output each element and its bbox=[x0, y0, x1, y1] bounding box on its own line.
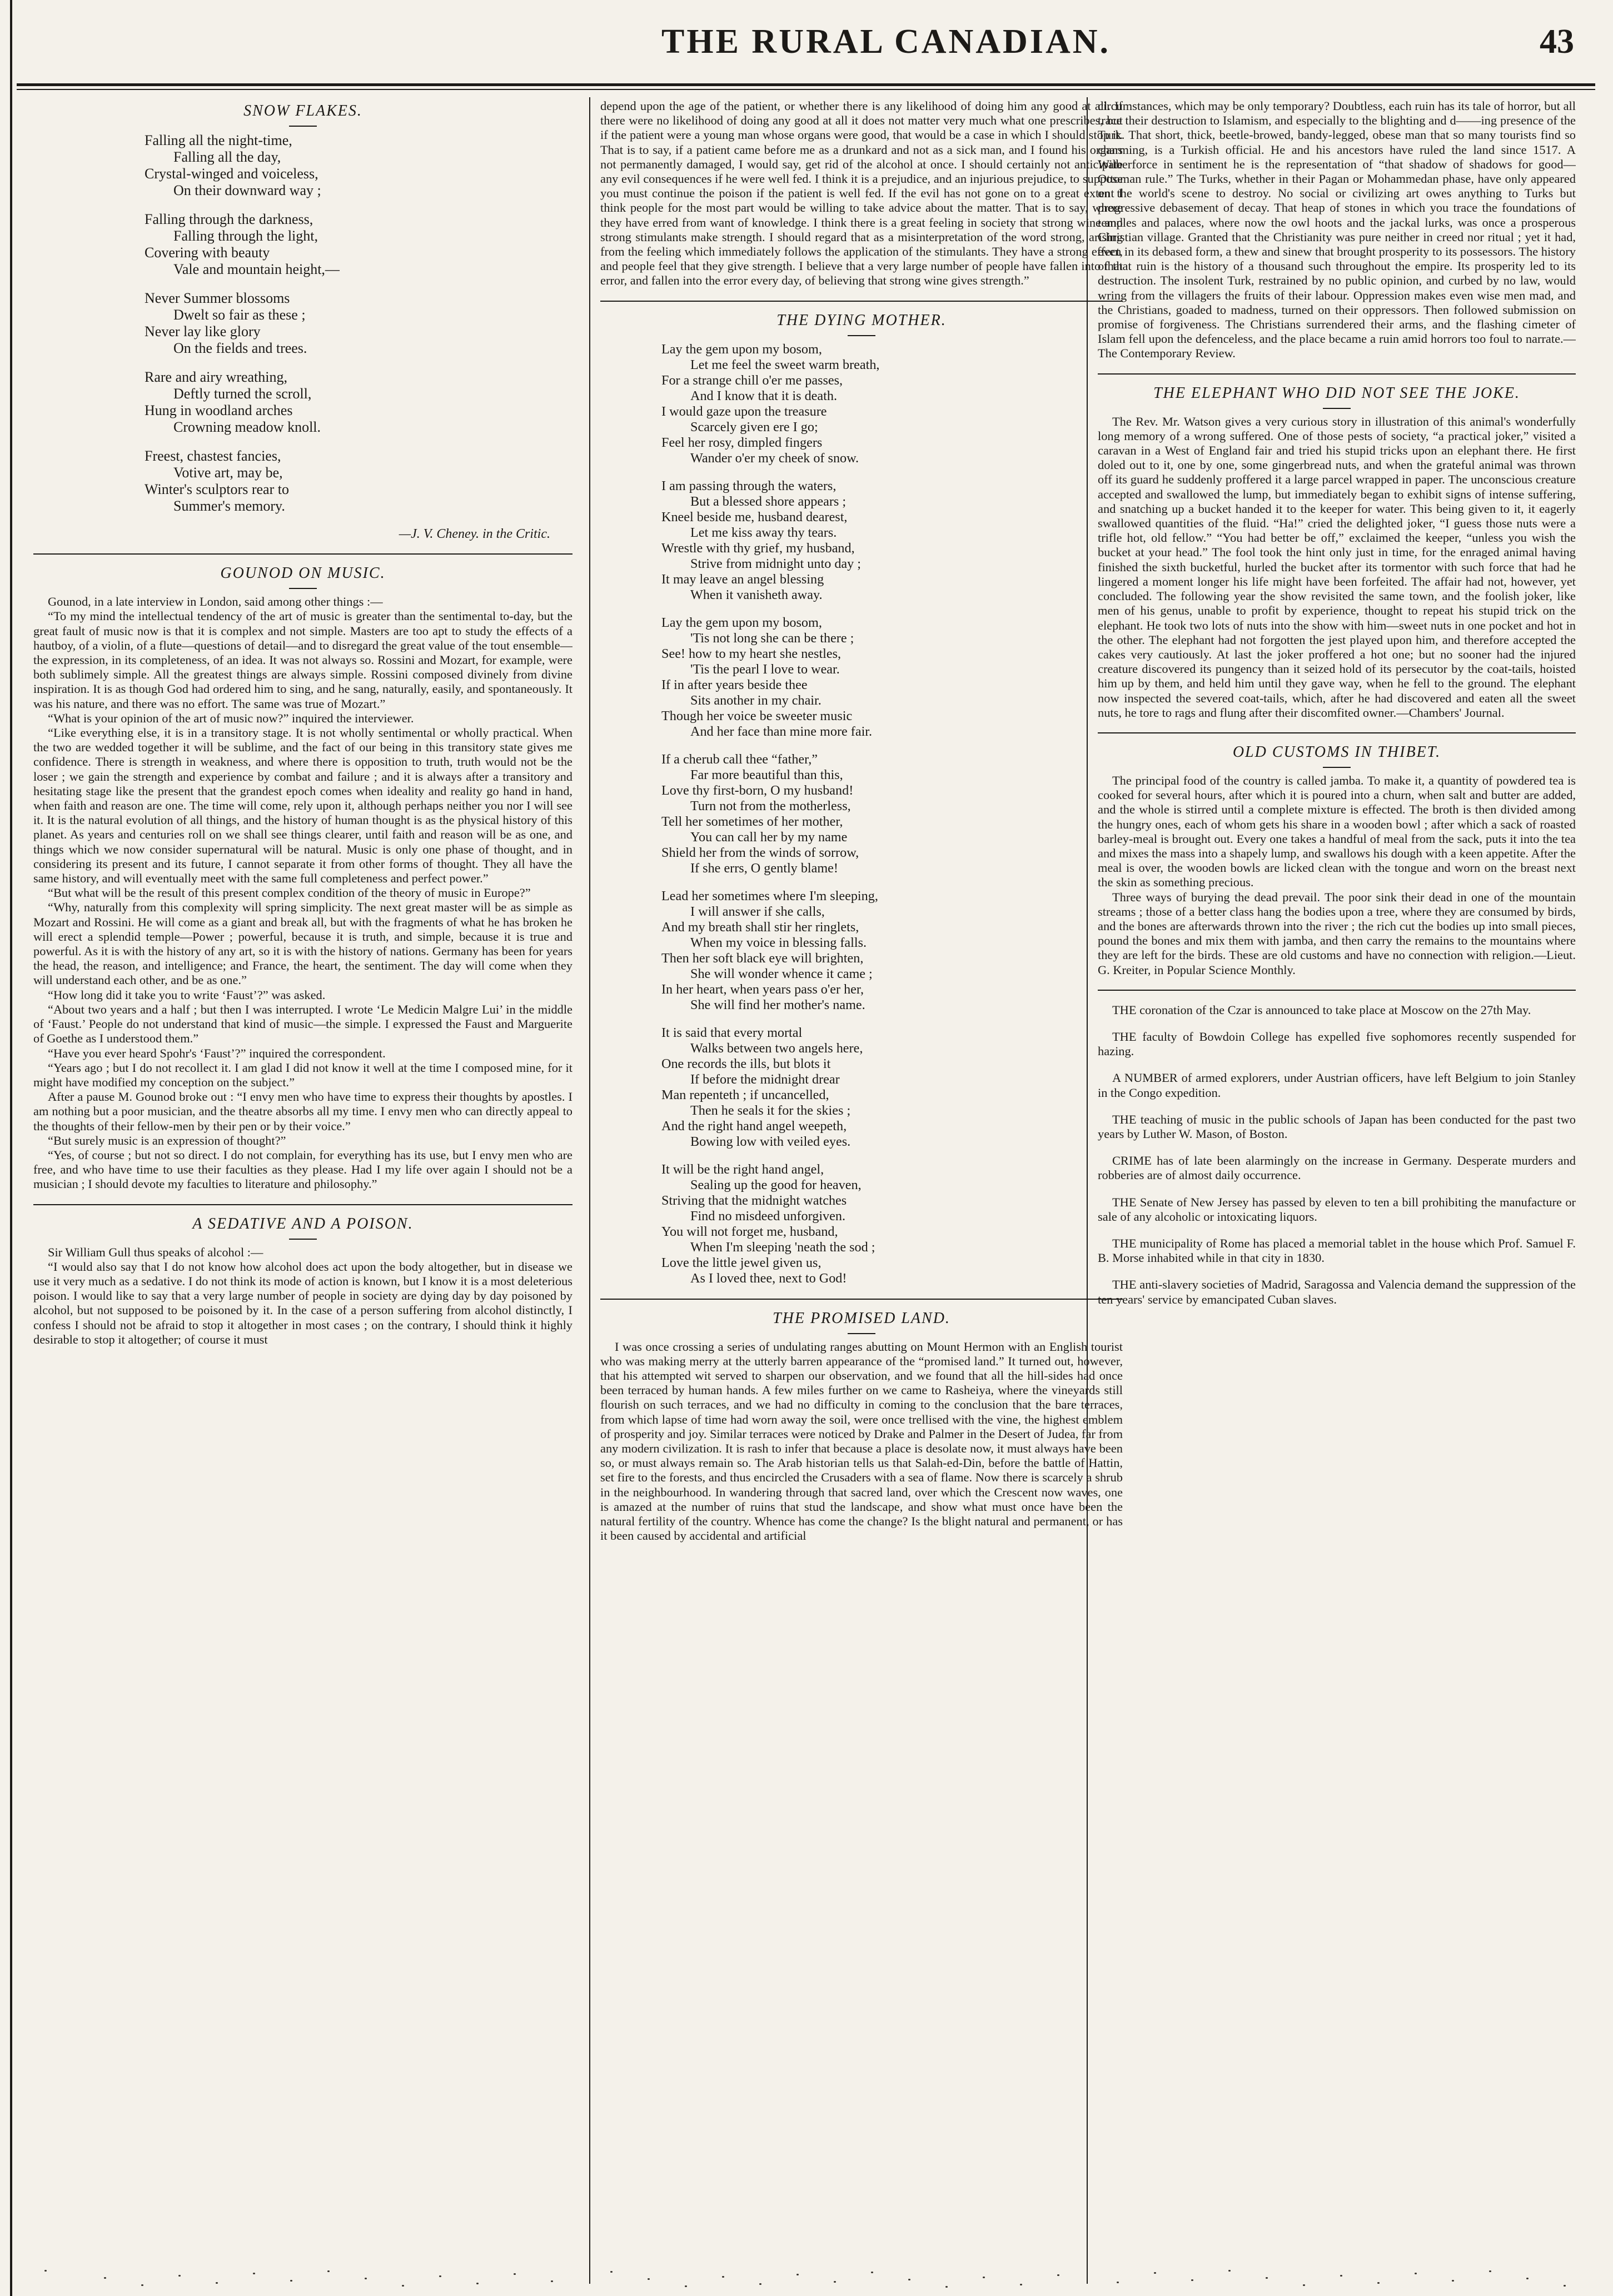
heading-dash bbox=[1323, 767, 1351, 768]
article-paragraph: After a pause M. Gounod broke out : “I envy men who have time to express their thoughts by apostles. I am nothing but a poor musician, and the theatre absorbs all my time. I envy men who can directly appeal to the thoughts of their fellow-men by their pen or by their voice.” bbox=[33, 1090, 572, 1133]
poem-line: You can call her by my name bbox=[690, 829, 848, 845]
speck bbox=[551, 2280, 553, 2282]
speck bbox=[796, 2274, 799, 2275]
heading-dash bbox=[1323, 408, 1351, 409]
poem-line: Wrestle with thy grief, my husband, bbox=[661, 540, 855, 556]
poem-line: Lead her sometimes where I'm sleeping, bbox=[661, 888, 878, 904]
heading-gounod: GOUNOD ON MUSIC. bbox=[220, 565, 386, 582]
article-paragraph: “Have you ever heard Spohr's ‘Faust’?” inquired the correspondent. bbox=[48, 1046, 386, 1060]
poem-line: She will find her mother's name. bbox=[690, 997, 865, 1012]
poem-stanza bbox=[145, 448, 572, 515]
poem-line: If she errs, O gently blame! bbox=[690, 860, 838, 876]
poem-credit: —J. V. Cheney. in the Critic. bbox=[399, 527, 550, 541]
page-number: 43 bbox=[1540, 23, 1574, 61]
poem-line: Wander o'er my cheek of snow. bbox=[690, 450, 859, 466]
speck bbox=[759, 2283, 761, 2285]
column-divider-1 bbox=[589, 97, 590, 2284]
speck bbox=[1020, 2284, 1022, 2285]
speck bbox=[290, 2280, 292, 2282]
speck bbox=[253, 2273, 255, 2274]
masthead bbox=[0, 22, 1613, 83]
speck bbox=[476, 2283, 479, 2284]
news-item: THE coronation of the Czar is announced to take place at Moscow on the 27th May. bbox=[1112, 1002, 1531, 1017]
poem-line: Far more beautiful than this, bbox=[690, 767, 843, 782]
poem-line: Winter's sculptors rear to bbox=[145, 481, 289, 497]
speck bbox=[945, 2286, 948, 2288]
poem-line: Let me feel the sweet warm breath, bbox=[690, 357, 880, 372]
masthead-rule-bottom bbox=[17, 89, 1595, 90]
poem-line: Love thy first-born, O my husband! bbox=[661, 782, 854, 798]
poem-line: Strive from midnight unto day ; bbox=[690, 556, 862, 571]
poem-line: Lay the gem upon my bosom, bbox=[661, 341, 822, 357]
section-rule bbox=[600, 1299, 1123, 1300]
poem-line: Feel her rosy, dimpled fingers bbox=[661, 435, 823, 450]
speck bbox=[439, 2275, 441, 2277]
article-paragraph: “I would also say that I do not know how alcohol does act upon the body altogether, but in disease we use it very much as a sedative. I do not think its mode of action is known, but I know it is a most deleterious poison. I would like to say that a very large number of people in society are dying day by day poisoned by alcohol, but not supposed to be poisoned by it. In the case of a person suffering from alcohol distinctly, I confess I should not be afraid to stop it altogether in most cases ; on the contrary, I should think it highly desirable to stop it altogether; of course it must bbox=[33, 1259, 572, 1346]
poem-line: When my voice in blessing falls. bbox=[690, 935, 867, 950]
heading-dash bbox=[289, 126, 317, 127]
section-rule bbox=[1098, 990, 1576, 991]
speck bbox=[685, 2285, 687, 2287]
poem-line: When I'm sleeping 'neath the sod ; bbox=[690, 1239, 875, 1255]
speck bbox=[722, 2276, 724, 2278]
article-paragraph: Sir William Gull thus speaks of alcohol :— bbox=[48, 1245, 263, 1259]
poem-line: Falling all the day, bbox=[173, 149, 281, 165]
article-paragraph: “Why, naturally from this complexity will spring simplicity. The next great master will be as simple as Mozart and Rossini. He will come as a giant and break all, but with the fragments of what he has broken he will erect a splendid temple—Power ; powerful, because it is truth, and simple, because it is true and powerful. As it is with the history of any art, so it is with the history of nations. Germany has been for years the head, the reason, and intelligence; and France, the heart, the sentiment. The day will come when they will understand each other, and be as one.” bbox=[33, 900, 572, 987]
section-rule bbox=[1098, 732, 1576, 733]
masthead-rule-top bbox=[17, 83, 1595, 86]
news-item: THE faculty of Bowdoin College has expelled five sophomores recently suspended for hazing. bbox=[1098, 1029, 1576, 1059]
article-paragraph: “To my mind the intellectual tendency of the art of music is greater than the sentimental to-day, but the great fault of music now is that it is complex and not simple. Masters are too apt to study the effects of a hautboy, of a violin, of a flute—questions of detail—and to disregard the great value of the tout ensemble—the expression, in its completeness, of an idea. It was not always so. Rossini and Mozart, for example, were both sublimely simple. All the greatest things are always simple. Rossini composed divinely from divine inspiration. It is as though God had ordered him to sing, and he sang, naturally, easily, and spontaneously. It was his nature, and there was no effort. The same was true of Mozart.” bbox=[33, 609, 572, 711]
section-rule bbox=[33, 553, 572, 555]
poem-line: Sits another in my chair. bbox=[690, 692, 822, 708]
poem-line: Rare and airy wreathing, bbox=[145, 369, 288, 385]
speck bbox=[365, 2278, 367, 2279]
news-item: THE anti-slavery societies of Madrid, Saragossa and Valencia demand the suppression of the ten years' service by emancipated Cuban slaves. bbox=[1098, 1277, 1576, 1306]
heading-snow-flakes: SNOW FLAKES. bbox=[243, 102, 362, 119]
poem-line: Never lay like glory bbox=[145, 323, 261, 340]
poem-line: One records the ills, but blots it bbox=[661, 1056, 831, 1071]
article-paragraph: “Years ago ; but I do not recollect it. I am glad I did not know it well at the time I composed mine, for it might have modified my conception on the subject.” bbox=[33, 1060, 572, 1089]
poem-line: Falling all the night-time, bbox=[145, 132, 292, 148]
poem-line: Find no misdeed unforgiven. bbox=[690, 1208, 846, 1224]
article-sedative bbox=[33, 1245, 572, 1347]
speck bbox=[1564, 2285, 1566, 2287]
poem-line: And her face than mine more fair. bbox=[690, 723, 873, 739]
news-item: A NUMBER of armed explorers, under Austrian officers, have left Belgium to join Stanley in the Congo expedition. bbox=[1098, 1071, 1576, 1100]
section-rule bbox=[600, 301, 1123, 302]
article-paragraph: “But surely music is an expression of thought?” bbox=[48, 1133, 286, 1147]
speck bbox=[648, 2278, 650, 2280]
article-paragraph: Three ways of burying the dead prevail. The poor sink their dead in one of the mountain streams ; those of a better class hang the bodies upon a tree, where they are consumed by birds, and the bones are afterwards thrown into the river ; the rich cut the bodies up into small pieces, pound the bones and mix them with jamba, and then carry the remains to the mountains where they are left for the birds. These are old customs and have no connection with religion.—Lieut. G. Kreiter, in Popular Science Monthly. bbox=[1098, 890, 1576, 977]
speck bbox=[216, 2282, 218, 2284]
poem-line: Love the little jewel given us, bbox=[661, 1255, 822, 1270]
article-paragraph: Gounod, in a late interview in London, said among other things :— bbox=[48, 595, 383, 609]
speck bbox=[327, 2270, 330, 2272]
heading-dash bbox=[289, 1239, 317, 1240]
poem-line: I would gaze upon the treasure bbox=[661, 403, 827, 419]
heading-promised-land: THE PROMISED LAND. bbox=[773, 1309, 950, 1327]
poem-line: Covering with beauty bbox=[145, 244, 270, 261]
poem-line: If before the midnight drear bbox=[690, 1071, 840, 1087]
news-item: CRIME has of late been alarmingly on the increase in Germany. Desperate murders and robberies are of almost daily occurrence. bbox=[1098, 1154, 1576, 1182]
poem-line: But a blessed shore appears ; bbox=[690, 493, 847, 509]
poem-line: 'Tis the pearl I love to wear. bbox=[690, 661, 840, 677]
article-paragraph: “How long did it take you to write ‘Faust’?” was asked. bbox=[48, 987, 326, 1002]
article-promised-land-continued: circumstances, which may be only temporary? Doubtless, each ruin has its tale of horror, but all trace their destruction to Islamism, and especially to the blighting and d——ing presence of the Turk. That short, thick, beetle-browed, bandy-legged, obese man that so many tourists find so charming, is a Turkish official. He and his ancestors have ruled the land since 1517. A Wilberforce in sentiment he is the representation of “that shadow of shadows for good—Ottoman rule.” The Turks, whether in their Pagan or Mohammedan phase, have only appeared on the world's scene to destroy. No social or civilizing art owes anything to Turks but progressive debasement of decay. That heap of stones in which you trace the foundations of temples and palaces, where now the owl hoots and the jackal lurks, was once a prosperous Christian village. Granted that the Christianity was pure neither in creed nor ritual ; yet it had, even in its debased form, a thew and sinew that brought prosperity to its possessors. The history of that ruin is the history of a thousand such throughout the empire. Its prosperity led to its destruction. The insolent Turk, restrained by no public opinion, and curbed by no law, would wring from the villagers the fruits of their labour. Oppression makes even wise men mad, and the Christians, goaded to madness, turned on their oppressors. Then followed submission on promise of forgiveness. The Christians surrendered their arms, and the flashing cimeter of Islam fell upon the defenceless, and the place became a ruin amid horrors too foul to narrate.—The Contemporary Review. bbox=[1098, 99, 1576, 361]
speck bbox=[610, 2271, 613, 2273]
poem-line: Kneel beside me, husband dearest, bbox=[661, 509, 848, 525]
poem-stanza bbox=[661, 1025, 1123, 1150]
article-gounod bbox=[33, 595, 572, 1191]
speck bbox=[1303, 2284, 1305, 2286]
poem-stanza bbox=[145, 369, 572, 436]
poem-line: Man repenteth ; if uncancelled, bbox=[661, 1087, 829, 1102]
poem-line: Freest, chastest fancies, bbox=[145, 448, 281, 464]
poem-line: Vale and mountain height,— bbox=[173, 261, 340, 277]
poem-line: Striving that the midnight watches bbox=[661, 1192, 847, 1208]
poem-line: Let me kiss away thy tears. bbox=[690, 525, 837, 540]
poem-line: If a cherub call thee “father,” bbox=[661, 751, 818, 767]
poem-line: Walks between two angels here, bbox=[690, 1040, 863, 1056]
poem-stanza bbox=[661, 478, 1123, 603]
article-paragraph: “But what will be the result of this present complex condition of the theory of music in Europe?” bbox=[48, 886, 531, 900]
heading-thibet: OLD CUSTOMS IN THIBET. bbox=[1232, 743, 1441, 761]
speck bbox=[1117, 2282, 1119, 2283]
article-paragraph: “About two years and a half ; but then I was interrupted. I wrote ‘Le Medicin Malgre Lui’ in the middle of ‘Faust.’ People do not understand that kind of music—the simple. I expressed the Faust and Marguerite of Goethe as I understood them.” bbox=[33, 1002, 572, 1046]
article-elephant: The Rev. Mr. Watson gives a very curious story in illustration of this animal's wonderfully long memory of a wrong suffered. One of those pests of society, “a practical joker,” visited a caravan in a West of England fair and tried his stupid tricks upon an elephant there. He first doled out to it, one by one, some gingerbread nuts, and when the grateful animal was thrown off its guard he suddenly proffered it a large parcel wrapped in paper. The unconscious creature accepted and swallowed the lump, but immediately began to exhibit signs of intense suffering, and snatching up a bucket handed it to the keeper for water. This being given to it, it eagerly swallowed quantities of the fluid. “Ha!” cried the delighted joker, “I guess those nuts were a trifle hot, old fellow.” “You had better be off,” exclaimed the keeper, “unless you wish the bucket at your head.” The fool took the hint only just in time, for the enraged animal having finished the sixth bucketful, hurled the bucket after its tormentor with such force that had he lingered a moment longer his life might have been forfeited. The affair had not, however, yet concluded. The following year the show revisited the same town, and the foolish joker, like men of his genus, unable to profit by experience, thought to repeat his stupid trick on the elephant. He took two lots of nuts into the show with him—sweet nuts in one pocket and hot in the other. The elephant had not forgotten the jest played upon him, and therefore accepted the cakes very cautiously. At last the joker proffered a hot one; but no sooner had the injured creature discovered its pungency than it seized hold of its persecutor by the coat-tails, hoisted him up by them, and held him until they gave way, when he fell to the ground. The elephant now inspected the severed coat-tails, which, after he had discovered and eaten all the sweet nuts, he tore to rags and flung after their discomfited owner.—Chambers' Journal. bbox=[1098, 414, 1576, 720]
poem-line: She will wonder whence it came ; bbox=[690, 966, 873, 981]
poem-line: Shield her from the winds of sorrow, bbox=[661, 845, 859, 860]
poem-line: It is said that every mortal bbox=[661, 1025, 803, 1040]
speck bbox=[871, 2272, 873, 2273]
speck bbox=[1191, 2279, 1193, 2281]
speck bbox=[1489, 2270, 1491, 2272]
poem-line: Falling through the light, bbox=[173, 228, 318, 244]
poem-line: For a strange chill o'er me passes, bbox=[661, 372, 843, 388]
poem-snow-flakes bbox=[33, 132, 572, 515]
poem-stanza bbox=[661, 615, 1123, 740]
speck bbox=[1452, 2280, 1454, 2282]
article-thibet bbox=[1098, 773, 1576, 977]
poem-line: If in after years beside thee bbox=[661, 677, 808, 692]
heading-dash bbox=[848, 335, 875, 336]
poem-line: It will be the right hand angel, bbox=[661, 1161, 824, 1177]
poem-line: Votive art, may be, bbox=[173, 465, 283, 481]
poem-line: Though her voice be sweeter music bbox=[661, 708, 853, 723]
speck bbox=[1526, 2278, 1529, 2279]
speck bbox=[1057, 2274, 1059, 2276]
news-item: THE teaching of music in the public schools of Japan has been conducted for the past two years by Luther W. Mason, of Boston. bbox=[1098, 1112, 1576, 1141]
poem-line: When it vanisheth away. bbox=[690, 587, 823, 602]
poem-stanza bbox=[145, 132, 572, 199]
poem-line: You will not forget me, husband, bbox=[661, 1224, 838, 1239]
section-rule bbox=[33, 1204, 572, 1205]
poem-line: Then he seals it for the skies ; bbox=[690, 1102, 851, 1118]
speck bbox=[1154, 2272, 1156, 2274]
column-1 bbox=[33, 99, 572, 2288]
newspaper-title: THE RURAL CANADIAN. bbox=[661, 23, 1111, 61]
poem-line: On the fields and trees. bbox=[173, 340, 307, 356]
poem-line: Deftly turned the scroll, bbox=[173, 386, 312, 402]
poem-stanza bbox=[661, 752, 1123, 876]
poem-line: Dwelt so fair as these ; bbox=[173, 307, 306, 323]
poem-line: As I loved thee, next to God! bbox=[690, 1270, 847, 1286]
poem-line: It may leave an angel blessing bbox=[661, 571, 824, 587]
heading-dying-mother: THE DYING MOTHER. bbox=[776, 311, 947, 329]
poem-line: Turn not from the motherless, bbox=[690, 798, 851, 813]
poem-line: Summer's memory. bbox=[173, 498, 285, 514]
speck bbox=[1340, 2275, 1342, 2277]
poem-line: Sealing up the good for heaven, bbox=[690, 1177, 862, 1192]
news-items bbox=[1098, 1003, 1576, 1307]
news-item: THE municipality of Rome has placed a memorial tablet in the house which Prof. Samuel F. B. Morse inhabited while in that city in 1830. bbox=[1098, 1236, 1576, 1265]
section-rule bbox=[1098, 373, 1576, 375]
article-promised-land: I was once crossing a series of undulating ranges abutting on Mount Hermon with an English tourist who was making merry at the utterly barren appearance of the “promised land.” It turned out, however, that his attempted wit served to sharpen our observation, and we found that all the hill-sides had once been terraced by human hands. A few miles further on we came to Rasheiya, where the vineyards still flourish on such terraces, and we had no difficulty in coming to the conclusion that the bare terraces, from which lapse of time had worn away the soil, were once trellised with the vine, the highest emblem of prosperity and joy. Similar terraces were noticed by Drake and Palmer in the Desert of Judea, far from any modern civilization. It is rash to infer that because a place is desolate now, it must always have been so, or must always remain so. The Arab historian tells us that Salah-ed-Din, before the battle of Hattin, set fire to the forests, and thus encircled the Crusaders with a sea of flame. Now there is scarcely a shrub in the neighbourhood. In wandering through that sacred land, over which the Crescent now waves, one is amazed at the number of ruins that stud the landscape, and show what must once have been the natural fertility of the country. Whence has come the change? Is the blight natural and permanent, or has it been caused by accidental and artificial bbox=[600, 1339, 1123, 1543]
speck bbox=[104, 2277, 106, 2279]
speck bbox=[1266, 2277, 1268, 2279]
poem-line: I am passing through the waters, bbox=[661, 478, 837, 493]
article-paragraph: “Yes, of course ; but not so direct. I do not complain, for everything has its use, but I envy men who are free, and who have time to use their faculties as they please. Had I my life over again I should not be a musician ; I should devote my faculties to literature and philosophy.” bbox=[33, 1147, 572, 1191]
speck bbox=[983, 2277, 985, 2278]
speck bbox=[1377, 2282, 1380, 2284]
poem-stanza bbox=[661, 889, 1123, 1013]
speck bbox=[1228, 2270, 1231, 2272]
heading-elephant: THE ELEPHANT WHO DID NOT SEE THE JOKE. bbox=[1153, 384, 1520, 402]
poem-line: And the right hand angel weepeth, bbox=[661, 1118, 847, 1134]
poem-line: Falling through the darkness, bbox=[145, 211, 313, 227]
speck bbox=[178, 2275, 181, 2277]
poem-line: See! how to my heart she nestles, bbox=[661, 646, 842, 661]
speck bbox=[402, 2285, 404, 2287]
poem-line: On their downward way ; bbox=[173, 182, 321, 198]
article-paragraph: “Like everything else, it is in a transitory stage. It is not wholly sentimental or wholly practical. When the two are wedded together it will be sublime, and the fact of our being in this transitory state gives me confidence. There is strength in weakness, and where there is opposition to truth, truth would not be the loser ; we gain the strength and experience by combat and failure ; and it is always after a transitory and hesitating stage like the present that the grandest epoch comes when ideality and reality go hand in hand, when faith and reason are one. The time will come, rely upon it, although perhaps neither you nor I will see it. It is the natural evolution of all things, and the history of human thought is as the physical history of this planet. As years and centuries roll on we shall see things clearer, until faith and reason will be as one, and things which we now consider supernatural will be natural. Music is only one phase of thought, and in considering its present and its future, I cannot separate it from other forms of thought. They all have the same history, and will eventually meet with the same full completeness and perfect power.” bbox=[33, 726, 572, 886]
poem-line: 'Tis not long she can be there ; bbox=[690, 630, 854, 646]
poem-line: Bowing low with veiled eyes. bbox=[690, 1134, 851, 1149]
page-speckle bbox=[0, 2270, 1613, 2292]
speck bbox=[908, 2279, 910, 2280]
poem-line: Crowning meadow knoll. bbox=[173, 419, 321, 435]
poem-line: Crystal-winged and voiceless, bbox=[145, 166, 318, 182]
poem-line: Tell her sometimes of her mother, bbox=[661, 813, 843, 829]
article-paragraph: The principal food of the country is called jamba. To make it, a quantity of powdered tea is cooked for several hours, after which it is poured into a churn, when salt and butter are added, and the whole is stirred until a complete mixture is effected. The broth is then divided among the hungry ones, each of whom gets his share in a wooden bowl ; after which a sack of roasted barley-meal is brought out. Every one takes a handful of meal from the sack, puts it into the tea and mixes the mass into a shapely lump, and swallows his dough with a keen appetite. After the meal is over, the wooden bowls are licked clean with the tongue and worn on the breast next the skin as something precious. bbox=[1098, 773, 1576, 890]
speck bbox=[834, 2281, 836, 2283]
column-3 bbox=[1098, 99, 1576, 2288]
poem-line: And I know that it is death. bbox=[690, 388, 838, 403]
poem-stanza bbox=[661, 342, 1123, 466]
speck bbox=[44, 2270, 47, 2272]
poem-stanza bbox=[145, 211, 572, 278]
poem-line: Then her soft black eye will brighten, bbox=[661, 950, 864, 966]
speck bbox=[141, 2284, 143, 2286]
heading-dash bbox=[848, 1333, 875, 1334]
poem-line: I will answer if she calls, bbox=[690, 904, 825, 919]
article-paragraph: “What is your opinion of the art of music now?” inquired the interviewer. bbox=[48, 711, 414, 725]
poem-line: Lay the gem upon my bosom, bbox=[661, 615, 822, 630]
heading-dash bbox=[289, 588, 317, 589]
poem-dying-mother bbox=[600, 342, 1123, 1286]
article-sedative-continued: depend upon the age of the patient, or whether there is any likelihood of doing him any good at all. If there were no likelihood of doing any good at all it does not matter very much what one prescribes, but if the patient were a young man whose organs were good, that would be a case in which I should stop it. That is to say, if a patient came before me as a drunkard and not as a sick man, and I found his organs not permanently damaged, I would say, get rid of the alcohol at once. I should certainly not anticipate any evil consequences if he were well fed. I think it is a prejudice, and an injurious prejudice, to suppose you must continue the poison if the patient is well fed. If the evil has not gone on to a great extent I think people for the most part would be willing to take advice about the matter. That is to say, where they have erred from want of knowledge. I think there is a great feeling in society that strong wine and strong stimulants make strength. I should regard that as a misinterpretation of the word strong, arising from the feeling which immediately follows the application of the stimulants. They have a strong effect, and people feel that they give strength. I believe that a very large number of people have fallen into that error, and fallen into the error every day, of believing that strong wine gives strength.” bbox=[600, 99, 1123, 288]
speck bbox=[1415, 2273, 1417, 2274]
poem-line: Never Summer blossoms bbox=[145, 290, 290, 306]
news-item: THE Senate of New Jersey has passed by eleven to ten a bill prohibiting the manufacture or sale of any alcoholic or intoxicating liquors. bbox=[1098, 1195, 1576, 1224]
poem-line: In her heart, when years pass o'er her, bbox=[661, 981, 864, 997]
poem-line: Scarcely given ere I go; bbox=[690, 419, 818, 435]
poem-line: And my breath shall stir her ringlets, bbox=[661, 919, 859, 935]
poem-stanza bbox=[145, 290, 572, 357]
poem-stanza bbox=[661, 1162, 1123, 1286]
poem-line: Hung in woodland arches bbox=[145, 402, 293, 418]
speck bbox=[514, 2273, 516, 2275]
left-margin-rule bbox=[10, 0, 12, 2296]
column-2 bbox=[600, 99, 1123, 2288]
heading-sedative: A SEDATIVE AND A POISON. bbox=[192, 1215, 414, 1232]
